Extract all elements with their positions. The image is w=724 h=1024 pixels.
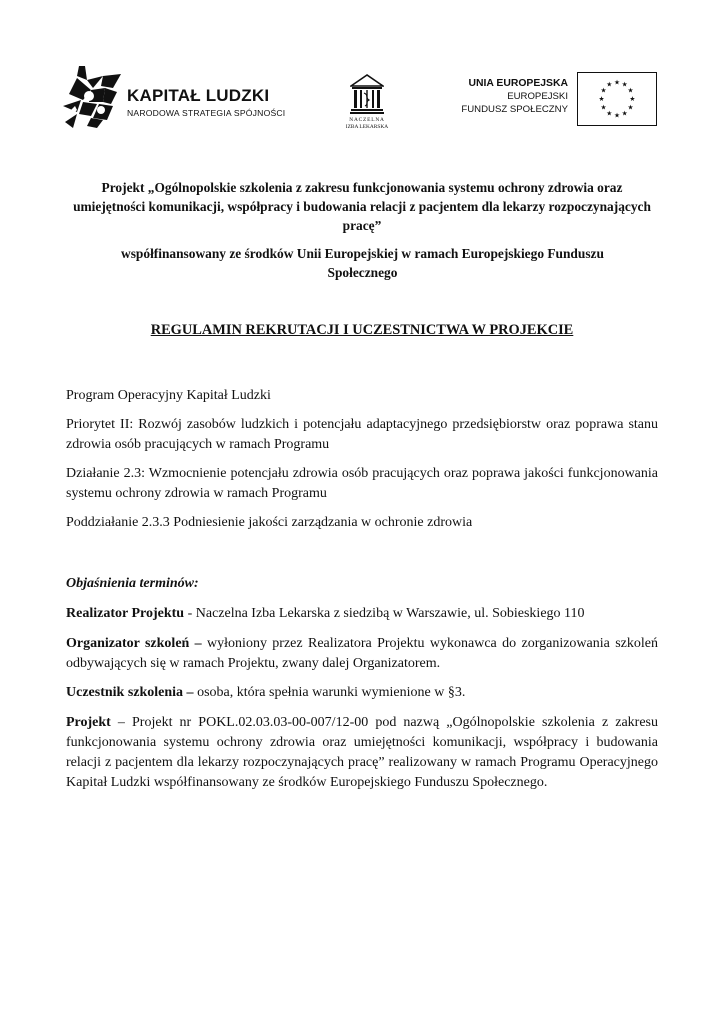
temple-icon: [350, 74, 384, 114]
svg-text:★: ★: [613, 78, 621, 87]
svg-text:★: ★: [598, 94, 605, 103]
term-organizator: [66, 634, 658, 674]
kapital-ludzki-emblem-icon: [63, 66, 121, 128]
svg-text:★: ★: [606, 109, 613, 118]
svg-text:★: ★: [613, 111, 621, 120]
program-line: Program Operacyjny Kapitał Ludzki: [66, 388, 271, 403]
eu-line2: EUROPEJSKI: [507, 91, 568, 102]
priority-paragraph: Priorytet II: Rozwój zasobów ludzkich i potencjału adaptacyjnego przedsiębiorstw oraz poprawa stanu zdrowia osób pracujących w ramach Programu: [66, 417, 658, 452]
svg-text:★: ★: [606, 80, 613, 89]
svg-text:★: ★: [627, 103, 634, 112]
terms-heading: Objaśnienia terminów:: [66, 576, 199, 591]
term-projekt: [66, 713, 658, 793]
term-uczestnik-definition: osoba, która spełnia warunki wymienione w §3.: [193, 685, 466, 700]
kapital-ludzki-title: KAPITAŁ LUDZKI: [127, 86, 270, 105]
document-title: REGULAMIN REKRUTACJI I UCZESTNICTWA W PROJEKCIE: [150, 322, 574, 338]
term-uczestnik: [66, 683, 658, 703]
term-organizator-definition: wyłoniony przez Realizatora Projektu wykonawca do zorganizowania szkoleń odbywających się w ramach Projektu, zwany dalej Organizatorem.: [66, 636, 658, 671]
svg-text:★: ★: [629, 94, 636, 103]
term-projekt-label: Projekt: [66, 715, 111, 730]
eu-text-block: [438, 78, 568, 116]
term-realizator: [66, 604, 658, 624]
logo-header: [0, 66, 724, 136]
subaction-line: Poddziałanie 2.3.3 Podniesienie jakości zarządzania w ochronie zdrowia: [66, 515, 473, 530]
cofinancing-heading: współfinansowany ze środków Unii Europejskiej w ramach Europejskiego Funduszu Społecznego: [121, 246, 604, 280]
term-organizator-label: Organizator szkoleń –: [66, 636, 202, 651]
project-heading: Projekt „Ogólnopolskie szkolenia z zakresu funkcjonowania systemu ochrony zdrowia oraz umiejętności komunikacji, współpracy i budowania relacji z pacjentem dla lekarzy rozpoczynających pracę”: [73, 180, 651, 233]
term-projekt-definition: – Projekt nr POKL.02.03.03-00-007/12-00 pod nazwą „Ogólnopolskie szkolenia z zakresu funkcjonowania systemu ochrony zdrowia oraz umiejętności komunikacji, współpracy i budowania relacji z pacjentem dla lekarzy rozpoczynających pracę” realizowany w ramach Programu Operacyjnego Kapitał Ludzki współfinansowany ze środków Europejskiego Funduszu Społecznego.: [66, 715, 658, 790]
eu-line1: UNIA EUROPEJSKA: [468, 78, 568, 89]
eu-line3: FUNDUSZ SPOŁECZNY: [461, 104, 568, 115]
eu-flag-icon: [577, 72, 657, 126]
nil-line2: IZBA LEKARSKA: [345, 124, 389, 130]
svg-text:★: ★: [621, 80, 628, 89]
term-realizator-definition: - Naczelna Izba Lekarska z siedzibą w Warszawie, ul. Sobieskiego 110: [184, 606, 585, 621]
kapital-ludzki-logo: [63, 66, 293, 128]
term-uczestnik-label: Uczestnik szkolenia –: [66, 685, 194, 700]
term-realizator-label: Realizator Projektu: [66, 606, 185, 621]
svg-text:★: ★: [600, 103, 607, 112]
action-paragraph: Działanie 2.3: Wzmocnienie potencjału zdrowia osób pracujących oraz poprawa jakości funkcjonowania systemu ochrony zdrowia w ramach Programu: [66, 466, 658, 501]
svg-text:★: ★: [600, 86, 607, 95]
svg-text:★: ★: [627, 86, 634, 95]
naczelna-izba-lekarska-logo: [347, 74, 387, 138]
kapital-ludzki-subtitle: NARODOWA STRATEGIA SPÓJNOŚCI: [127, 108, 286, 118]
svg-text:★: ★: [621, 109, 628, 118]
nil-line1: NACZELNA: [349, 117, 385, 123]
